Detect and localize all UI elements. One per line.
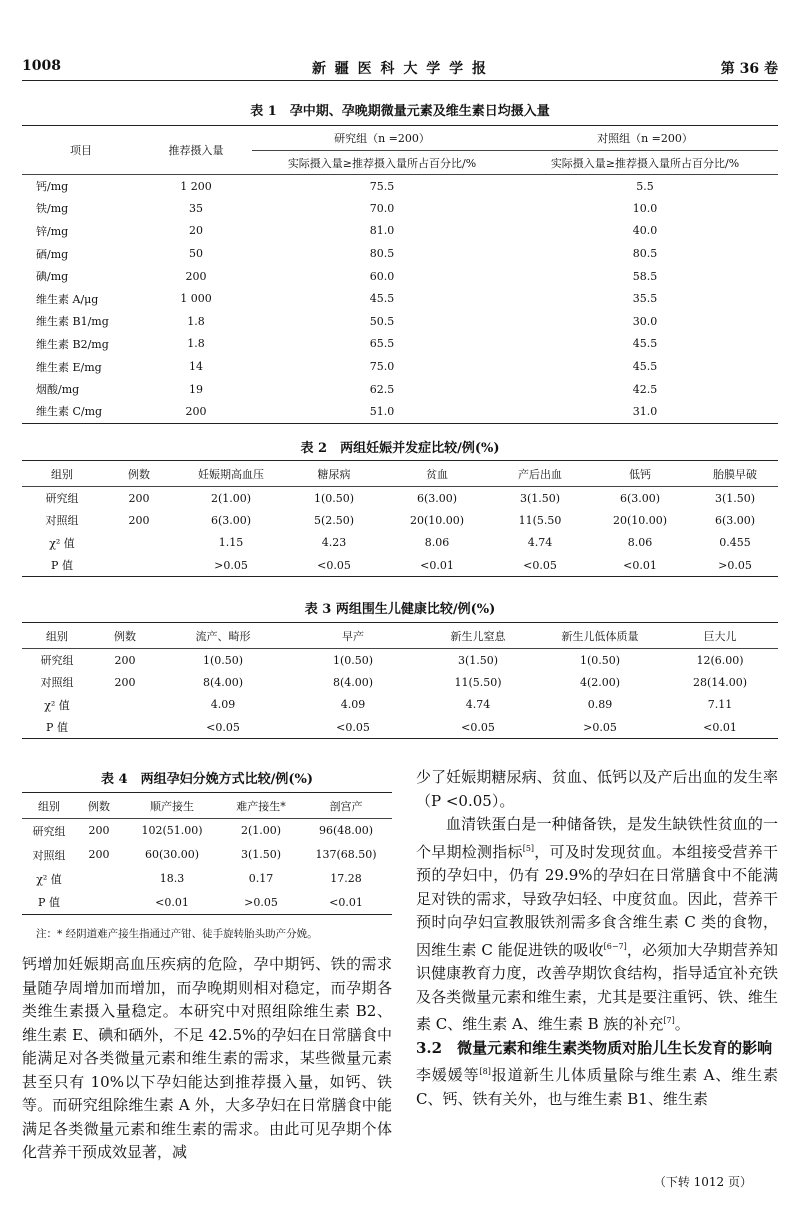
- table-row: [22, 487, 778, 510]
- right-column-text: [416, 766, 788, 1111]
- table-cell: 对照组: [40, 676, 74, 690]
- column-header: 新生儿低体质量: [561, 629, 639, 643]
- table-cell: 81.0: [369, 224, 395, 238]
- table-row: [22, 649, 778, 672]
- table-cell: 11(5.50): [454, 675, 502, 689]
- table-row: [22, 891, 392, 915]
- table-cell: 4(2.00): [579, 675, 621, 689]
- column-header: 胎膜早破: [713, 467, 757, 481]
- table-cell: 4.74: [527, 536, 553, 550]
- column-header: 低钙: [629, 467, 651, 481]
- table4: [22, 792, 392, 915]
- table-cell: χ² 值: [44, 698, 70, 712]
- ref-8: [8]: [479, 1067, 491, 1076]
- table-cell: 58.5: [632, 269, 658, 283]
- table-cell: 200: [114, 675, 136, 689]
- column-header: 新生儿窒息: [450, 629, 506, 643]
- table-cell: 烟酸/mg: [36, 383, 80, 397]
- left-paragraph: 钙增加妊娠期高血压疾病的危险，孕中期钙、铁的需求量随孕周增加而增加，而孕晚期则相对稳定，而孕期各类维生素摄入量稳定。本研究中对照组除维生素 B2、维生素 E、碘和硒外，不足 42.5%的孕妇在日常膳食中能满足对各类微量元素和维生素的需求，某些微量元素甚至只有 10%以下孕妇能达到推荐摄入量，如钙、铁等。而研究组除维生素 A 外，大多孕妇在日常膳食中能满足各类微量元素和维生素的需求。由此可见孕期个体化营养干预成效显著，减: [22, 955, 392, 1161]
- p2-text-b: ，可及时发现贫血。本组接受营养干预的孕妇中，仍有 29.9%的孕妇在日常膳食中不能满足对铁的需求，导致孕妇轻、中度贫血。因此，营养干预时向孕妇宣教服铁剂需多食含维生素 C 类的食物，因维生素 C 能促进铁的吸收: [416, 842, 778, 959]
- table-cell: 6(3.00): [416, 491, 458, 505]
- table-cell: 80.5: [369, 247, 395, 261]
- table-cell: 维生素 B2/mg: [36, 337, 109, 351]
- table-cell: 80.5: [632, 247, 658, 261]
- column-header: 组别: [51, 467, 73, 481]
- column-header: 组别: [46, 629, 68, 643]
- table-cell: 18.3: [159, 872, 185, 885]
- table-cell: 17.28: [330, 872, 362, 885]
- table-cell: <0.05: [461, 720, 495, 734]
- table-cell: 1 000: [180, 292, 212, 306]
- table-cell: 50.5: [369, 314, 395, 328]
- table1: [22, 125, 778, 424]
- table-row: [22, 265, 778, 288]
- table-cell: 19: [189, 382, 203, 396]
- table-cell: 200: [185, 404, 207, 418]
- column-header: 巨大儿: [703, 629, 737, 643]
- table-cell: 8.06: [424, 536, 450, 550]
- table-cell: 2(1.00): [240, 824, 282, 838]
- table-cell: P 值: [51, 559, 73, 572]
- t1-col-item: 项目: [22, 126, 140, 175]
- table-cell: 维生素 A/μg: [36, 292, 99, 306]
- table-cell: 35: [189, 201, 203, 215]
- table-cell: 75.5: [369, 179, 395, 193]
- table3-caption: 表 3 两组围生儿健康比较/例(%): [304, 602, 496, 617]
- table-cell: 28(14.00): [692, 675, 748, 689]
- table-cell: 10.0: [632, 201, 658, 215]
- table-cell: <0.05: [336, 720, 370, 734]
- column-header: 产后出血: [518, 467, 562, 481]
- p2-text-c: ，必须加大孕期营养知识健康教育力度，改善孕期饮食结构，指导适宜补充铁及各类微量元素和维生素，尤其是要注重钙、铁、维生素 C、维生素 A、维生素 B 族的补充: [416, 940, 778, 1033]
- table-cell: 4.74: [465, 698, 491, 712]
- table-cell: <0.05: [523, 558, 557, 572]
- table2-caption: 表 2 两组妊娠并发症比较/例(%): [300, 441, 500, 456]
- table-row: [22, 242, 778, 265]
- column-header: 组别: [38, 799, 60, 813]
- table-cell: 70.0: [369, 201, 395, 215]
- table-cell: 4.23: [321, 536, 347, 550]
- left-column-text: [22, 953, 392, 1165]
- table-row: [22, 716, 778, 739]
- table-cell: 60.0: [369, 269, 395, 283]
- table-row: [22, 694, 778, 717]
- table-cell: P 值: [46, 721, 68, 734]
- table-cell: 4.09: [340, 698, 366, 712]
- table-cell: [102, 532, 176, 555]
- table-cell: 8(4.00): [202, 675, 244, 689]
- table-cell: 7.11: [707, 698, 733, 712]
- column-header: 妊娠期高血压: [198, 467, 264, 481]
- table-cell: 0.17: [248, 872, 274, 885]
- table-cell: 31.0: [632, 404, 658, 418]
- table-cell: 40.0: [632, 224, 658, 238]
- table-cell: 锌/mg: [36, 224, 69, 238]
- table-cell: 1(0.50): [579, 653, 621, 667]
- p2-text-a: 血清铁蛋白是一种储备铁，是发生缺铁性贫血的一个早期检测指标: [416, 815, 778, 861]
- table-cell: 62.5: [369, 382, 395, 396]
- table-cell: 20: [189, 224, 203, 238]
- column-header: 剖宫产: [329, 799, 363, 813]
- table-cell: 2(1.00): [210, 491, 252, 505]
- table-cell: <0.01: [623, 558, 657, 572]
- table-cell: P 值: [38, 896, 60, 910]
- table-cell: 1(0.50): [313, 491, 355, 505]
- table-cell: 200: [88, 848, 110, 861]
- column-header: 例数: [128, 467, 150, 481]
- table-cell: 研究组: [45, 492, 79, 505]
- table-cell: 20(10.00): [409, 513, 465, 527]
- section-title: 3.2 微量元素和维生素类物质对胎儿生长发育的影响: [416, 1038, 773, 1057]
- table-cell: 1(0.50): [332, 653, 374, 667]
- p3-text-b: 报道新生儿体质量除与维生素 A、维生素 C、钙、铁有关外，也与维生素 B1、维生素: [416, 1066, 778, 1108]
- table-row: [22, 175, 778, 198]
- table-cell: >0.05: [718, 558, 752, 572]
- t1-sub-control: 实际摄入量≥推荐摄入量所占百分比/%: [550, 156, 740, 170]
- table-cell: 20(10.00): [612, 513, 668, 527]
- table-cell: <0.01: [329, 895, 363, 909]
- table-cell: 6(3.00): [714, 513, 756, 527]
- ref-5: [5]: [522, 843, 535, 853]
- table-cell: 200: [128, 491, 150, 505]
- table-cell: <0.05: [206, 720, 240, 734]
- table-cell: 30.0: [632, 314, 658, 328]
- table4-caption: 表 4 两组孕妇分娩方式比较/例(%): [101, 772, 313, 787]
- table-cell: 3(1.50): [457, 653, 499, 667]
- table-cell: 200: [185, 269, 207, 283]
- table-cell: 研究组: [32, 824, 66, 838]
- table-cell: 50: [189, 247, 203, 261]
- table-row: [22, 843, 392, 867]
- table-cell: 1.15: [218, 536, 244, 550]
- table-cell: 1.8: [187, 314, 205, 328]
- table-cell: 研究组: [40, 654, 74, 667]
- table-cell: 维生素 E/mg: [36, 360, 102, 374]
- table-cell: χ² 值: [36, 872, 62, 886]
- table-row: [22, 220, 778, 243]
- column-header: 例数: [88, 799, 110, 813]
- table-header-row: [22, 623, 778, 649]
- table-cell: 铁/mg: [36, 202, 69, 216]
- table3: [22, 622, 778, 739]
- column-header: 例数: [114, 629, 136, 643]
- table-cell: 35.5: [632, 292, 658, 306]
- t1-col-control: 对照组（n =200）: [512, 126, 778, 151]
- table-row: [22, 867, 392, 891]
- column-header: 贫血: [426, 467, 448, 481]
- table-cell: 8.06: [627, 536, 653, 550]
- table-cell: [76, 867, 122, 891]
- table-header-row: [22, 793, 392, 819]
- table-cell: 200: [114, 653, 136, 667]
- table-cell: [102, 554, 176, 577]
- table-row: [22, 532, 778, 555]
- table-cell: 5.5: [636, 179, 654, 193]
- table-cell: [92, 716, 158, 739]
- table-cell: <0.05: [317, 558, 351, 572]
- table-cell: 200: [88, 824, 110, 838]
- table-row: [22, 554, 778, 577]
- column-header: 流产、畸形: [195, 629, 251, 643]
- table-cell: 1.8: [187, 337, 205, 351]
- table-row: [22, 671, 778, 694]
- table-cell: 对照组: [32, 848, 66, 862]
- table-cell: 45.5: [632, 337, 658, 351]
- table-cell: 45.5: [369, 292, 395, 306]
- table-cell: 75.0: [369, 360, 395, 374]
- table-row: [22, 287, 778, 310]
- table-cell: >0.05: [244, 895, 278, 909]
- table-header-row: [22, 461, 778, 487]
- table-cell: [92, 694, 158, 717]
- table-cell: 8(4.00): [332, 675, 374, 689]
- table-row: [22, 355, 778, 378]
- right-paragraph-3: [416, 1037, 788, 1112]
- column-header: 顺产接生: [150, 799, 194, 813]
- table-cell: 6(3.00): [210, 513, 252, 527]
- table-row: [22, 333, 778, 356]
- table-cell: 3(1.50): [240, 848, 282, 861]
- table-cell: 0.89: [587, 698, 613, 712]
- table-cell: 51.0: [369, 404, 395, 418]
- table1-caption: 表 1 孕中期、孕晚期微量元素及维生素日均摄入量: [250, 104, 550, 119]
- table-cell: 0.455: [719, 536, 751, 550]
- table4-note: 注：* 经阴道难产接生指通过产钳、徒手旋转胎头助产分娩。: [36, 928, 318, 940]
- table-cell: 硒/mg: [36, 247, 69, 261]
- t1-sub-study: 实际摄入量≥推荐摄入量所占百分比/%: [287, 156, 477, 170]
- table-cell: 11(5.50: [518, 513, 562, 527]
- table-cell: 137(68.50): [315, 848, 377, 861]
- column-header: 糖尿病: [317, 467, 351, 481]
- page-header: [22, 58, 778, 80]
- ref-6-7: [6−7]: [603, 941, 627, 951]
- table-row: [22, 197, 778, 220]
- volume-label: 第 36 卷: [720, 61, 778, 77]
- right-paragraph-2: [416, 813, 778, 1037]
- table-cell: 102(51.00): [141, 824, 203, 838]
- table-cell: 45.5: [632, 360, 658, 374]
- table-cell: 1(0.50): [202, 653, 244, 667]
- t1-col-rec: 推荐摄入量: [140, 126, 252, 175]
- table-cell: [76, 891, 122, 915]
- table-cell: 12(6.00): [696, 653, 744, 667]
- table-cell: 3(1.50): [519, 491, 561, 505]
- table-cell: >0.05: [214, 558, 248, 572]
- table-cell: 65.5: [369, 337, 395, 351]
- table-cell: 1 200: [180, 179, 212, 193]
- table-cell: 钙/mg: [36, 180, 69, 194]
- p2-text-d: 。: [674, 1015, 690, 1033]
- table-row: [22, 509, 778, 532]
- table-cell: <0.01: [420, 558, 454, 572]
- table-cell: 4.09: [210, 698, 236, 712]
- p3-text-a: 李媛媛等: [416, 1038, 788, 1084]
- table-cell: 5(2.50): [313, 513, 355, 527]
- table-cell: 42.5: [632, 382, 658, 396]
- table-row: [22, 310, 778, 333]
- ref-7: [7]: [663, 1016, 675, 1025]
- table-cell: 维生素 C/mg: [36, 405, 103, 419]
- journal-title: 新 疆 医 科 大 学 学 报: [311, 61, 489, 77]
- table-cell: 维生素 B1/mg: [36, 315, 109, 329]
- table-cell: χ² 值: [49, 536, 75, 550]
- table-cell: 3(1.50): [714, 491, 756, 505]
- column-header: 难产接生*: [236, 799, 286, 813]
- table-cell: <0.01: [703, 720, 737, 734]
- t1-col-study: 研究组（n =200）: [252, 126, 512, 151]
- table2: [22, 460, 778, 577]
- page-number: 1008: [22, 58, 61, 74]
- table-cell: 60(30.00): [144, 848, 200, 861]
- table-cell: 96(48.00): [318, 824, 374, 838]
- table-cell: 14: [189, 360, 203, 374]
- table-cell: 碘/mg: [36, 270, 69, 284]
- transfer-note: （下转 1012 页）: [653, 1175, 752, 1189]
- table-row: [22, 819, 392, 843]
- table-cell: 6(3.00): [619, 491, 661, 505]
- table-row: [22, 400, 778, 423]
- table-cell: >0.05: [583, 720, 617, 734]
- right-paragraph-1: 少了妊娠期糖尿病、贫血、低钙以及产后出血的发生率（P <0.05）。: [416, 768, 778, 810]
- table-cell: <0.01: [155, 895, 189, 909]
- table-cell: 200: [128, 513, 150, 527]
- header-rule: [22, 80, 778, 81]
- table-cell: 对照组: [45, 514, 79, 528]
- table-row: [22, 378, 778, 401]
- column-header: 早产: [342, 629, 364, 643]
